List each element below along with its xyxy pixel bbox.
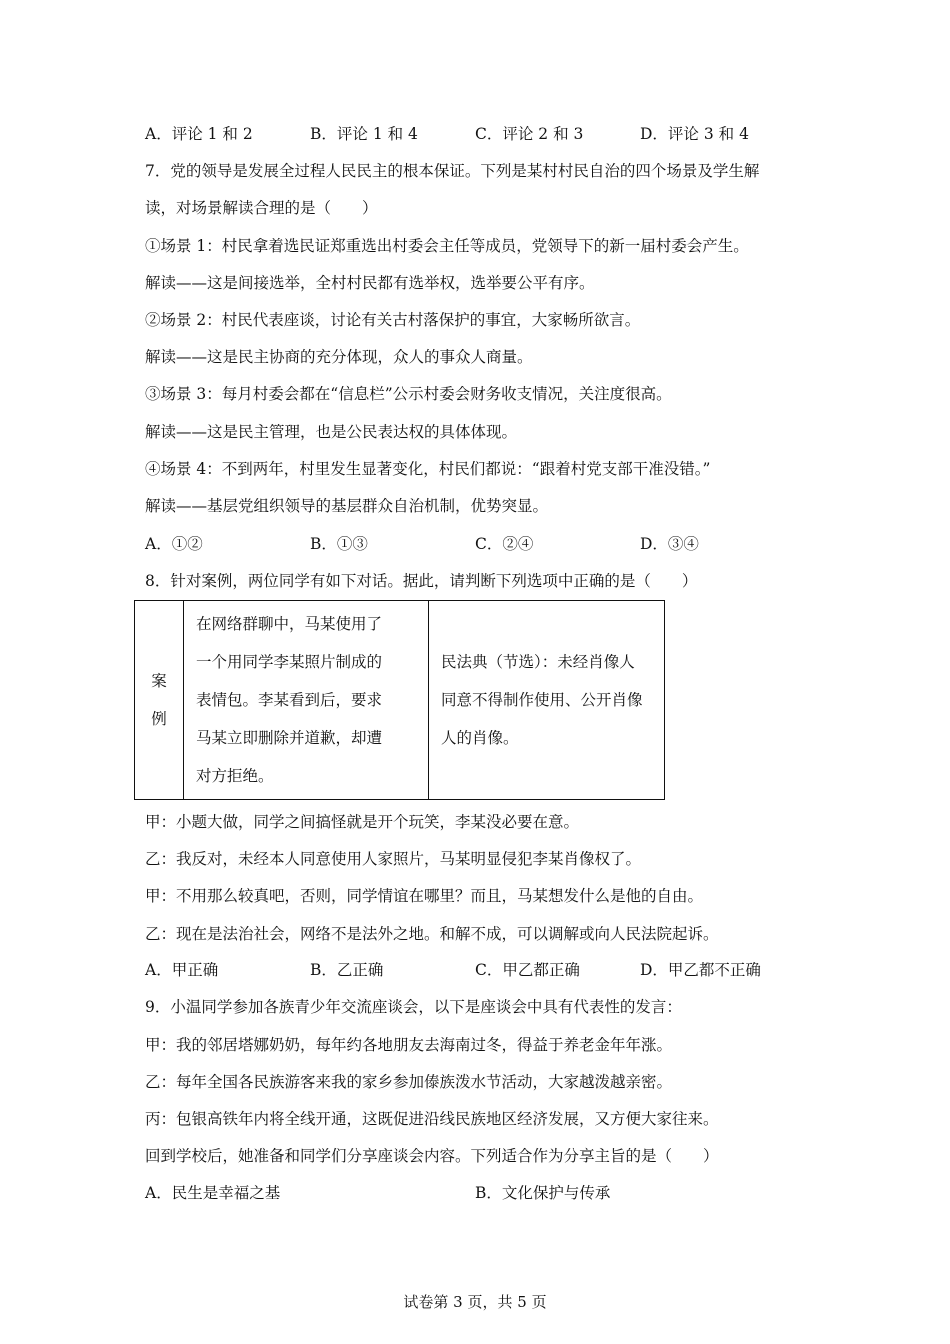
q9-option-a[interactable]: A．民生是幸福之基 — [145, 1184, 281, 1202]
case-label-line1: 案 — [151, 672, 167, 690]
q7-reading2: 解读——这是民主协商的充分体现，众人的事众人商量。 — [145, 348, 533, 366]
q8-dialogue-3: 甲：不用那么较真吧，否则，同学情谊在哪里？而且，马某想发什么是他的自由。 — [145, 887, 704, 905]
q7-stem-line2: 读，对场景解读合理的是（ ） — [145, 199, 378, 217]
q6-option-b[interactable]: B．评论 1 和 4 — [310, 125, 418, 143]
q7-stem-line1: 7．党的领导是发展全过程人民民主的根本保证。下列是某村村民自治的四个场景及学生解 — [145, 162, 760, 180]
q9-line-2: 乙：每年全国各民族游客来我的家乡参加傣族泼水节活动，大家越泼越亲密。 — [145, 1073, 673, 1091]
q9-option-b[interactable]: B．文化保护与传承 — [475, 1184, 611, 1202]
q9-options — [145, 1183, 785, 1203]
q8-options — [145, 960, 785, 980]
q7-reading3: 解读——这是民主管理，也是公民表达权的具体体现。 — [145, 423, 518, 441]
q8-dialogue-4: 乙：现在是法治社会，网络不是法外之地。和解不成，可以调解或向人民法院起诉。 — [145, 925, 719, 943]
q9-line-1: 甲：我的邻居塔娜奶奶，每年约各地朋友去海南过冬，得益于养老金年年涨。 — [145, 1036, 673, 1054]
law-excerpt-cell — [429, 601, 665, 800]
case-description-cell — [184, 601, 429, 800]
q8-stem: 8．针对案例，两位同学有如下对话。据此，请判断下列选项中正确的是（ ） — [145, 572, 698, 590]
q7-option-d[interactable]: D．③④ — [640, 535, 699, 553]
case-line: 马某立即删除并道歉，却遭 — [196, 729, 383, 747]
q9-stem: 9．小温同学参加各族青少年交流座谈会，以下是座谈会中具有代表性的发言： — [145, 998, 682, 1016]
law-line: 人的肖像。 — [441, 729, 519, 747]
case-line: 一个用同学李某照片制成的 — [196, 653, 383, 671]
q8-option-a[interactable]: A．甲正确 — [145, 961, 219, 979]
page-footer: 试卷第 3 页，共 5 页 — [403, 1293, 547, 1311]
case-line: 在网络群聊中，马某使用了 — [196, 615, 383, 633]
q7-option-a[interactable]: A．①② — [145, 535, 203, 553]
q7-option-c[interactable]: C．②④ — [475, 535, 534, 553]
q8-option-c[interactable]: C．甲乙都正确 — [475, 961, 580, 979]
q8-dialogue-1: 甲：小题大做，同学之间搞怪就是开个玩笑，李某没必要在意。 — [145, 813, 580, 831]
q9-line-4: 回到学校后，她准备和同学们分享座谈会内容。下列适合作为分享主旨的是（ ） — [145, 1147, 719, 1165]
q8-option-b[interactable]: B．乙正确 — [310, 961, 384, 979]
q7-option-b[interactable]: B．①③ — [310, 535, 368, 553]
q7-reading4: 解读——基层党组织领导的基层群众自治机制，优势突显。 — [145, 497, 549, 515]
law-line: 民法典（节选）：未经肖像人 — [441, 653, 635, 671]
q8-option-d[interactable]: D．甲乙都不正确 — [640, 961, 761, 979]
case-label-cell — [135, 601, 184, 800]
case-label-line2: 例 — [151, 710, 167, 728]
q7-reading1: 解读——这是间接选举，全村村民都有选举权，选举要公平有序。 — [145, 274, 595, 292]
q8-case-table — [134, 600, 665, 800]
q8-dialogue-2: 乙：我反对，未经本人同意使用人家照片，马某明显侵犯李某肖像权了。 — [145, 850, 642, 868]
q7-options — [145, 534, 785, 554]
q6-option-a[interactable]: A．评论 1 和 2 — [145, 125, 253, 143]
case-line: 表情包。李某看到后，要求 — [196, 691, 383, 709]
q7-scene4: ④场景 4：不到两年，村里发生显著变化，村民们都说：“跟着村党支部干准没错。” — [145, 460, 711, 478]
q6-options — [145, 124, 785, 144]
case-line: 对方拒绝。 — [196, 767, 274, 785]
q6-option-d[interactable]: D．评论 3 和 4 — [640, 125, 749, 143]
q7-scene2: ②场景 2：村民代表座谈，讨论有关古村落保护的事宜，大家畅所欲言。 — [145, 311, 641, 329]
q9-line-3: 丙：包银高铁年内将全线开通，这既促进沿线民族地区经济发展，又方便大家往来。 — [145, 1110, 719, 1128]
q7-scene3: ③场景 3：每月村委会都在“信息栏”公示村委会财务收支情况，关注度很高。 — [145, 385, 672, 403]
law-line: 同意不得制作使用、公开肖像 — [441, 691, 643, 709]
q6-option-c[interactable]: C．评论 2 和 3 — [475, 125, 584, 143]
q7-scene1: ①场景 1：村民拿着选民证郑重选出村委会主任等成员，党领导下的新一届村委会产生。 — [145, 237, 749, 255]
